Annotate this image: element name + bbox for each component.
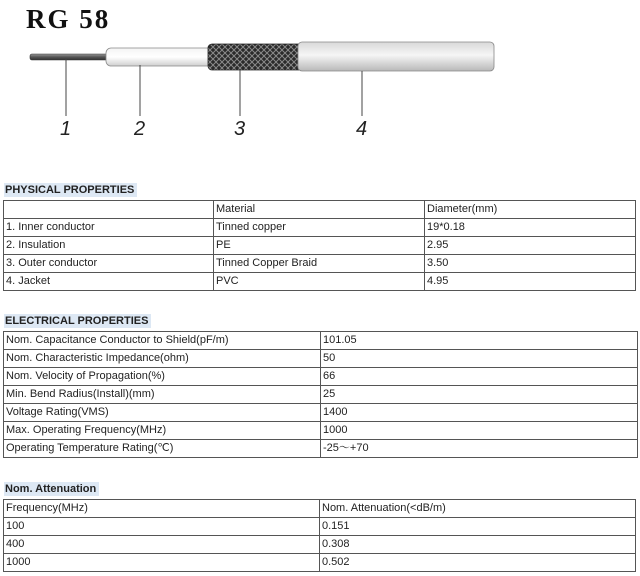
table-cell: 101.05 bbox=[321, 332, 638, 350]
table-cell: Tinned Copper Braid bbox=[214, 255, 425, 273]
table-cell: -25～+70 bbox=[321, 440, 638, 458]
table-cell: 3. Outer conductor bbox=[4, 255, 214, 273]
table-cell: Tinned copper bbox=[214, 219, 425, 237]
table-cell: 0.308 bbox=[320, 536, 636, 554]
table-cell: 2.95 bbox=[425, 237, 636, 255]
outer-conductor-braid bbox=[208, 44, 304, 70]
physical-properties-heading: PHYSICAL PROPERTIES bbox=[4, 184, 137, 196]
table-row bbox=[4, 273, 636, 291]
table-cell: 400 bbox=[4, 536, 320, 554]
table-cell: 25 bbox=[321, 386, 638, 404]
table-row bbox=[4, 386, 638, 404]
table-row bbox=[4, 554, 636, 572]
jacket bbox=[298, 42, 494, 71]
table-cell: 3.50 bbox=[425, 255, 636, 273]
table-row bbox=[4, 219, 636, 237]
table-cell: Nom. Capacitance Conductor to Shield(pF/m) bbox=[4, 332, 321, 350]
table-cell: 0.151 bbox=[320, 518, 636, 536]
electrical-properties-table bbox=[3, 331, 638, 458]
table-row bbox=[4, 440, 638, 458]
callout-2: 2 bbox=[134, 118, 146, 140]
insulation bbox=[106, 48, 214, 66]
cable-diagram bbox=[0, 38, 640, 148]
table-cell: PVC bbox=[214, 273, 425, 291]
table-cell: Min. Bend Radius(Install)(mm) bbox=[4, 386, 321, 404]
table-cell: PE bbox=[214, 237, 425, 255]
callout-1: 1 bbox=[60, 118, 72, 140]
header-cell: Diameter(mm) bbox=[425, 201, 636, 219]
table-cell: 66 bbox=[321, 368, 638, 386]
table-cell: 2. Insulation bbox=[4, 237, 214, 255]
inner-conductor bbox=[30, 54, 112, 60]
table-cell: 0.502 bbox=[320, 554, 636, 572]
table-row bbox=[4, 536, 636, 554]
attenuation-table bbox=[3, 499, 636, 572]
table-cell: 50 bbox=[321, 350, 638, 368]
table-row bbox=[4, 255, 636, 273]
header-cell bbox=[4, 201, 214, 219]
table-row bbox=[4, 368, 638, 386]
table-cell: Nom. Velocity of Propagation(%) bbox=[4, 368, 321, 386]
table-cell: 1. Inner conductor bbox=[4, 219, 214, 237]
header-cell: Material bbox=[214, 201, 425, 219]
table-cell: 1400 bbox=[321, 404, 638, 422]
table-cell: Operating Temperature Rating(℃) bbox=[4, 440, 321, 458]
table-cell: 1000 bbox=[321, 422, 638, 440]
table-cell: Voltage Rating(VMS) bbox=[4, 404, 321, 422]
table-cell: 4. Jacket bbox=[4, 273, 214, 291]
table-row bbox=[4, 500, 636, 518]
attenuation-heading: Nom. Attenuation bbox=[4, 483, 99, 495]
electrical-properties-heading: ELECTRICAL PROPERTIES bbox=[4, 315, 151, 327]
header-cell: Frequency(MHz) bbox=[4, 500, 320, 518]
table-cell: 100 bbox=[4, 518, 320, 536]
table-row bbox=[4, 350, 638, 368]
table-cell: 4.95 bbox=[425, 273, 636, 291]
table-row bbox=[4, 422, 638, 440]
table-cell: Nom. Characteristic Impedance(ohm) bbox=[4, 350, 321, 368]
table-row bbox=[4, 404, 638, 422]
product-title: RG 58 bbox=[26, 4, 111, 34]
physical-properties-table bbox=[3, 200, 636, 291]
table-row bbox=[4, 332, 638, 350]
table-row bbox=[4, 237, 636, 255]
table-cell: 19*0.18 bbox=[425, 219, 636, 237]
table-cell: Max. Operating Frequency(MHz) bbox=[4, 422, 321, 440]
callout-4: 4 bbox=[356, 118, 368, 140]
header-cell: Nom. Attenuation(<dB/m) bbox=[320, 500, 636, 518]
table-row bbox=[4, 201, 636, 219]
callout-3: 3 bbox=[234, 118, 246, 140]
table-row bbox=[4, 518, 636, 536]
table-cell: 1000 bbox=[4, 554, 320, 572]
